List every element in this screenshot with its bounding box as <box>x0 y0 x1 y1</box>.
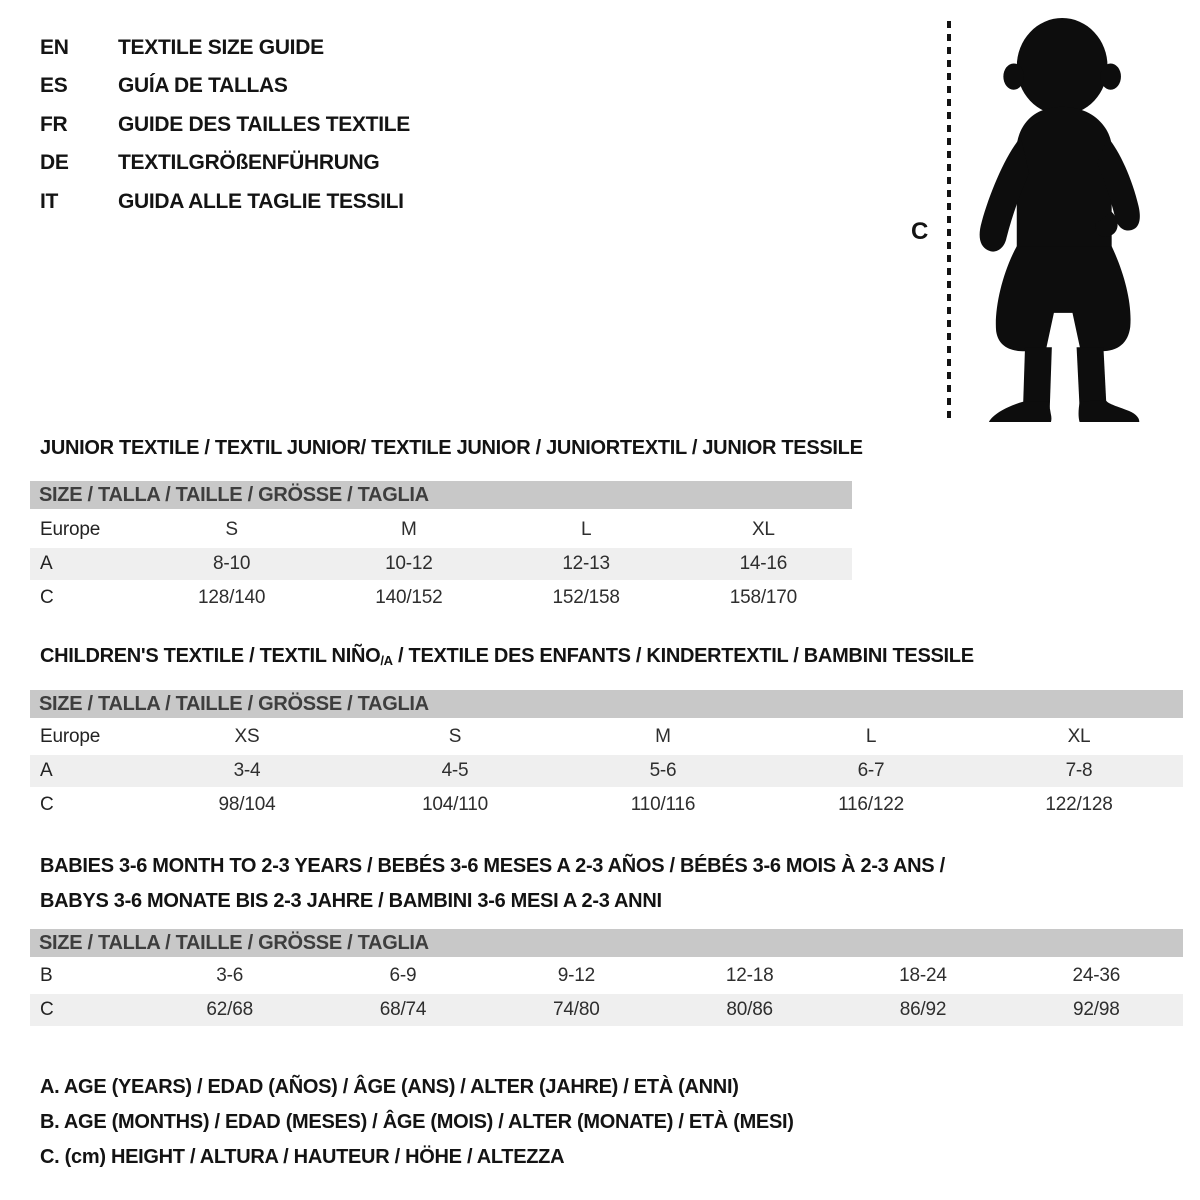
height-cell: 140/152 <box>375 587 443 608</box>
age-cell: 12-13 <box>498 547 675 581</box>
footnote-legend <box>40 1070 794 1175</box>
language-code: FR <box>40 112 68 136</box>
height-cell: 122/128 <box>1045 794 1113 815</box>
age-cell: 6-9 <box>389 965 417 986</box>
language-code: ES <box>40 74 68 98</box>
age-cell: 3-6 <box>216 965 244 986</box>
age-cell: 5-6 <box>559 754 767 788</box>
height-cell: 80/86 <box>663 993 836 1027</box>
size-cell: XL <box>1067 726 1091 747</box>
height-cell: 62/68 <box>143 993 316 1027</box>
size-cell: M <box>401 519 417 540</box>
row-label: C <box>40 794 54 815</box>
children-size-table <box>30 721 1183 821</box>
guide-title-it: GUIDA ALLE TAGLIE TESSILI <box>118 189 404 213</box>
guide-title-de: TEXTILGRÖßENFÜHRUNG <box>118 151 380 175</box>
toddler-silhouette-icon <box>959 18 1155 422</box>
height-cell: 74/80 <box>490 993 663 1027</box>
table-row <box>30 514 852 547</box>
babies-size-table <box>30 960 1183 1028</box>
junior-section-title: JUNIOR TEXTILE / TEXTIL JUNIOR/ TEXTILE JUNIOR / JUNIORTEXTIL / JUNIOR TESSILE <box>40 437 863 459</box>
language-title-list <box>40 30 410 222</box>
size-cell: L <box>865 726 877 747</box>
height-cell: 158/170 <box>729 587 798 608</box>
height-cell: 128/140 <box>197 587 266 608</box>
children-title-suffix: / TEXTILE DES ENFANTS / KINDERTEXTIL / BAMBINI TESSILE <box>392 645 974 667</box>
height-dashed-line <box>947 21 951 419</box>
row-label: B <box>40 965 53 986</box>
junior-size-table <box>30 514 852 614</box>
language-code: EN <box>40 36 69 59</box>
height-cell: 98/104 <box>218 794 276 815</box>
age-cell: 7-8 <box>975 754 1183 788</box>
row-label: C <box>40 587 54 608</box>
age-cell: 18-24 <box>899 965 947 986</box>
babies-size-header-bar: SIZE / TALLA / TAILLE / GRÖSSE / TAGLIA <box>30 929 1183 957</box>
age-cell: 24-36 <box>1072 965 1121 986</box>
language-row-de <box>40 145 410 183</box>
height-cell: 68/74 <box>316 993 489 1027</box>
row-label: Europe <box>40 726 101 747</box>
language-code: IT <box>40 189 59 213</box>
size-cell: XS <box>234 726 260 747</box>
height-cell: 92/98 <box>1010 993 1183 1027</box>
height-cell: 104/110 <box>422 794 488 815</box>
row-label: A <box>30 754 143 788</box>
size-cell: XL <box>751 519 775 540</box>
footnote-a: A. AGE (YEARS) / EDAD (AÑOS) / ÂGE (ANS) / ALTER (JAHRE) / ETÀ (ANNI) <box>40 1076 739 1098</box>
row-label: Europe <box>40 519 101 540</box>
table-row <box>30 993 1183 1027</box>
age-cell: 6-7 <box>767 754 975 788</box>
guide-title-fr: GUIDE DES TAILLES TEXTILE <box>118 112 410 136</box>
table-row <box>30 754 1183 788</box>
size-cell: S <box>448 726 462 747</box>
guide-title-es: GUÍA DE TALLAS <box>118 74 288 98</box>
table-row <box>30 960 1183 993</box>
language-row-es <box>40 68 410 106</box>
babies-title-line1: BABIES 3-6 MONTH TO 2-3 YEARS / BEBÉS 3-6 MESES A 2-3 AÑOS / BÉBÉS 3-6 MOIS À 2-3 ANS / <box>40 855 945 877</box>
table-row <box>30 721 1183 754</box>
language-code: DE <box>40 151 69 175</box>
height-cell: 152/158 <box>552 587 620 608</box>
babies-section-title <box>40 849 945 919</box>
row-label: A <box>30 547 143 581</box>
footnote-c: C. (cm) HEIGHT / ALTURA / HAUTEUR / HÖHE / ALTEZZA <box>40 1146 565 1168</box>
table-row <box>30 581 852 614</box>
age-cell: 9-12 <box>557 965 595 986</box>
height-cell: 86/92 <box>836 993 1009 1027</box>
language-row-it <box>40 184 410 222</box>
age-cell: 14-16 <box>675 547 852 581</box>
age-cell: 8-10 <box>143 547 320 581</box>
junior-size-header-bar: SIZE / TALLA / TAILLE / GRÖSSE / TAGLIA <box>30 481 852 509</box>
size-cell: S <box>225 519 238 540</box>
children-section-title <box>40 645 974 668</box>
row-label: C <box>30 993 143 1027</box>
babies-title-line2: BABYS 3-6 MONATE BIS 2-3 JAHRE / BAMBINI 3-6 MESI A 2-3 ANNI <box>40 890 662 912</box>
age-cell: 4-5 <box>351 754 559 788</box>
language-row-fr <box>40 107 410 145</box>
children-size-header-bar: SIZE / TALLA / TAILLE / GRÖSSE / TAGLIA <box>30 690 1183 718</box>
age-cell: 3-4 <box>143 754 351 788</box>
language-row-en <box>40 30 410 68</box>
size-cell: M <box>655 726 671 747</box>
height-cell: 110/116 <box>630 794 696 815</box>
height-measure-figure <box>895 15 1165 427</box>
guide-title-en: TEXTILE SIZE GUIDE <box>118 36 324 59</box>
age-cell: 12-18 <box>725 965 774 986</box>
height-measure-label: C <box>911 218 929 245</box>
age-cell: 10-12 <box>320 547 497 581</box>
height-cell: 116/122 <box>838 794 904 815</box>
footnote-b: B. AGE (MONTHS) / EDAD (MESES) / ÂGE (MOIS) / ALTER (MONATE) / ETÀ (MESI) <box>40 1111 794 1133</box>
children-title-subscript: /A <box>380 653 393 668</box>
table-row <box>30 547 852 581</box>
size-cell: L <box>580 519 592 540</box>
table-row <box>30 788 1183 821</box>
children-title-prefix: CHILDREN'S TEXTILE / TEXTIL NIÑO <box>40 645 381 667</box>
